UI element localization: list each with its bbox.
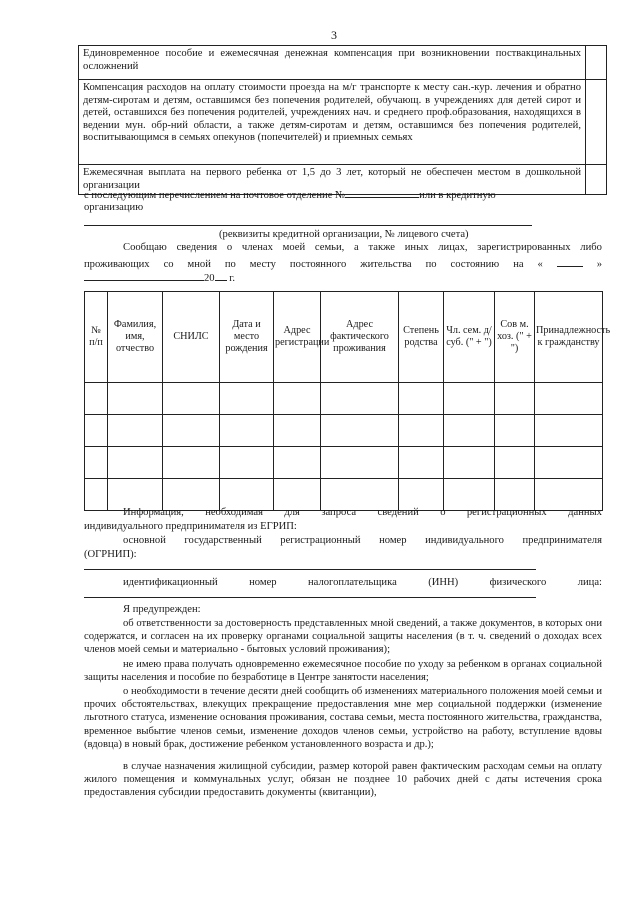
benefits-table [78,45,607,195]
table-cell[interactable] [444,415,495,447]
page-number: 3 [331,28,337,42]
word: по [224,259,236,270]
table-cell[interactable] [163,415,220,447]
egrip-line4: (ОГРНИП): [84,549,137,560]
transfer-text-start: с последующим перечислением на почтовое отделение № [84,190,346,201]
table-cell[interactable] [321,447,399,479]
warned-paragraph-3: о необходимости в течение десяти дней сообщить об изменениях материального положения моей семьи и прочих обстоятельствах, влекущих прекращение предоставления мне мер социальной поддержки (изменение льготного статуса, изменение основания проживания, состава семьи, места постоянного жительства, гражданства, временное выбытие членов семьи, изменение доходов членов семьи, устройство на работу, вступление вдовы (вдовца) в новый брак, достижение ребенком установленного возраста и др.); [84,686,602,750]
table-cell[interactable] [108,383,163,415]
bank-details-caption: (реквизиты кредитной организации, № лицевого счета) [219,229,469,240]
column-header: Адрес фактического проживания [321,292,399,383]
table-cell[interactable] [495,447,535,479]
word: Информация, [123,507,184,518]
family-intro-line1 [123,241,602,254]
word: лицах, [438,242,468,253]
benefit-checkbox-cell[interactable] [586,80,607,165]
benefit-text: Единовременное пособие и ежемесячная денежная компенсация при возникновении поствакцинальных осложнений [79,46,586,80]
egrip-line3 [123,534,602,547]
word: постоянного [289,259,347,270]
word: а [354,242,359,253]
benefit-checkbox-cell[interactable] [586,165,607,195]
post-office-number-field[interactable] [345,187,419,198]
year-field[interactable] [215,270,227,281]
benefit-text: Компенсация расходов на оплату стоимости проезда на м/г транспорте к месту сан.-кур. лечения и обратно детям-сиротам и детям, оставшимся без попечения родителей, обучающ. в учреждениях для детей сирот и детей, оставшихся без попечения родителей, учреждениях нач. и среднего проф.образования, находящихся в ведении мун. обр-ний области, а также детям-сиротам и детям, оставшимся без попечения родителей, воспитывающимся в семьях опекунов (попечителей) и приемных семьях [79,80,586,165]
word: о [226,242,233,253]
table-cell[interactable] [321,383,399,415]
word: (ИНН) [428,577,459,588]
quote-open: « [537,259,543,270]
table-cell[interactable] [220,447,274,479]
egrip-line1 [123,506,602,519]
table-cell[interactable] [321,415,399,447]
word: семьи, [314,242,345,253]
word: регистрационный [280,535,361,546]
word: о [440,507,446,518]
word: иных [404,242,429,253]
warned-paragraph-2: не имею права получать одновременно ежемесячное пособие по уходу за ребенком в органах социальной защиты населения и пособие по безработице в Центре занятости населения; [84,659,602,684]
word: также [368,242,395,253]
word: Сообщаю [123,242,167,253]
table-cell[interactable] [220,415,274,447]
warned-paragraph-1: об ответственности за достоверность представленных мной сведений, а также документов, в которых они содержатся, и согласен на их проверку органами социальной защиты населения (в т. ч. сведений о доходах всех членов моей семьи и материально - бытовых условий проживания); [84,618,602,656]
column-header: Степень родства [399,292,444,383]
inn-field[interactable] [84,597,536,598]
transfer-text-end: или в кредитную [419,190,496,201]
table-cell[interactable] [535,415,603,447]
benefit-text: Ежемесячная выплата на первого ребенка от 1,5 до 3 лет, который не обеспечен местом в дошкольной организации [79,165,586,195]
table-cell[interactable] [444,383,495,415]
word: по [425,259,437,270]
ogrnip-field[interactable] [84,569,536,570]
column-header: СНИЛС [163,292,220,383]
family-intro-line3 [84,270,235,285]
column-header: Принадлежность к гражданству [535,292,603,383]
family-members-table [84,291,611,511]
table-row [79,46,607,80]
table-row [85,415,603,447]
word: запроса [321,507,357,518]
table-cell[interactable] [85,479,108,511]
table-cell[interactable] [85,415,108,447]
word: на [513,259,524,270]
table-cell[interactable] [495,415,535,447]
word: основной [123,535,166,546]
table-cell[interactable] [108,415,163,447]
word: сведений [377,507,419,518]
warned-paragraph-4: в случае назначения жилищной субсидии, размер которой равен фактическим расходам семьи на оплату жилого помещения и коммунальных услуг, обязан не позднее 10 рабочих дней с даты истечения срока предоставления субсидии предоставить документы (квитанции), [84,761,602,799]
word: данных [568,507,602,518]
word: со [163,259,174,270]
word: зарегистрированных [477,242,571,253]
table-cell[interactable] [495,383,535,415]
table-cell[interactable] [85,447,108,479]
word: номер [249,577,277,588]
table-cell[interactable] [399,383,444,415]
transfer-line [84,187,496,202]
table-cell[interactable] [274,447,321,479]
column-header: Чл. сем. д/суб. (" + ") [444,292,495,383]
word: индивидуального [425,535,504,546]
month-field[interactable] [84,270,204,281]
word: проживающих [84,259,150,270]
organization-label: организацию [84,202,144,213]
family-intro-line2 [84,256,602,271]
column-header: Адрес регистрации [274,292,321,383]
word: необходимая [205,507,263,518]
egrip-line2: индивидуального предпринимателя из ЕГРИП: [84,521,297,532]
table-cell[interactable] [399,447,444,479]
benefit-checkbox-cell[interactable] [586,46,607,80]
table-cell[interactable] [85,383,108,415]
table-cell[interactable] [399,415,444,447]
table-cell[interactable] [274,415,321,447]
table-cell[interactable] [163,447,220,479]
word: для [284,507,300,518]
column-header: № п/п [85,292,108,383]
word: номер [379,535,407,546]
word: месту [249,259,276,270]
table-cell[interactable] [274,383,321,415]
egrip-line5 [123,576,602,589]
year-prefix: 20 [204,273,215,284]
word: жительства [360,259,412,270]
warned-title: Я предупрежден: [123,604,201,615]
word: моей [282,242,306,253]
year-suffix: г. [229,273,236,284]
column-header: Дата и место рождения [220,292,274,383]
table-cell[interactable] [163,383,220,415]
word: лица: [577,577,602,588]
word: государственный [184,535,262,546]
column-header: Фамилия, имя, отчество [108,292,163,383]
word: регистрационных [466,507,547,518]
table-row [85,447,603,479]
word: налогоплательщика [308,577,397,588]
quote-close: » [596,259,603,270]
table-cell[interactable] [535,383,603,415]
word: мной [187,259,211,270]
word: предпринимателя [522,535,602,546]
word: либо [580,242,602,253]
table-cell[interactable] [444,447,495,479]
table-row [85,383,603,415]
table-cell[interactable] [535,447,603,479]
word: физического [489,577,547,588]
word: идентификационный [123,577,218,588]
word: сведения [176,242,218,253]
table-header-row [85,292,603,383]
table-cell[interactable] [220,383,274,415]
table-cell[interactable] [108,447,163,479]
table-row [79,80,607,165]
column-header: Сов м. хоз. (" + ") [495,292,535,383]
word: состоянию [450,259,500,270]
bank-details-field[interactable] [84,225,532,226]
word: членах [241,242,273,253]
day-field[interactable] [557,256,583,267]
